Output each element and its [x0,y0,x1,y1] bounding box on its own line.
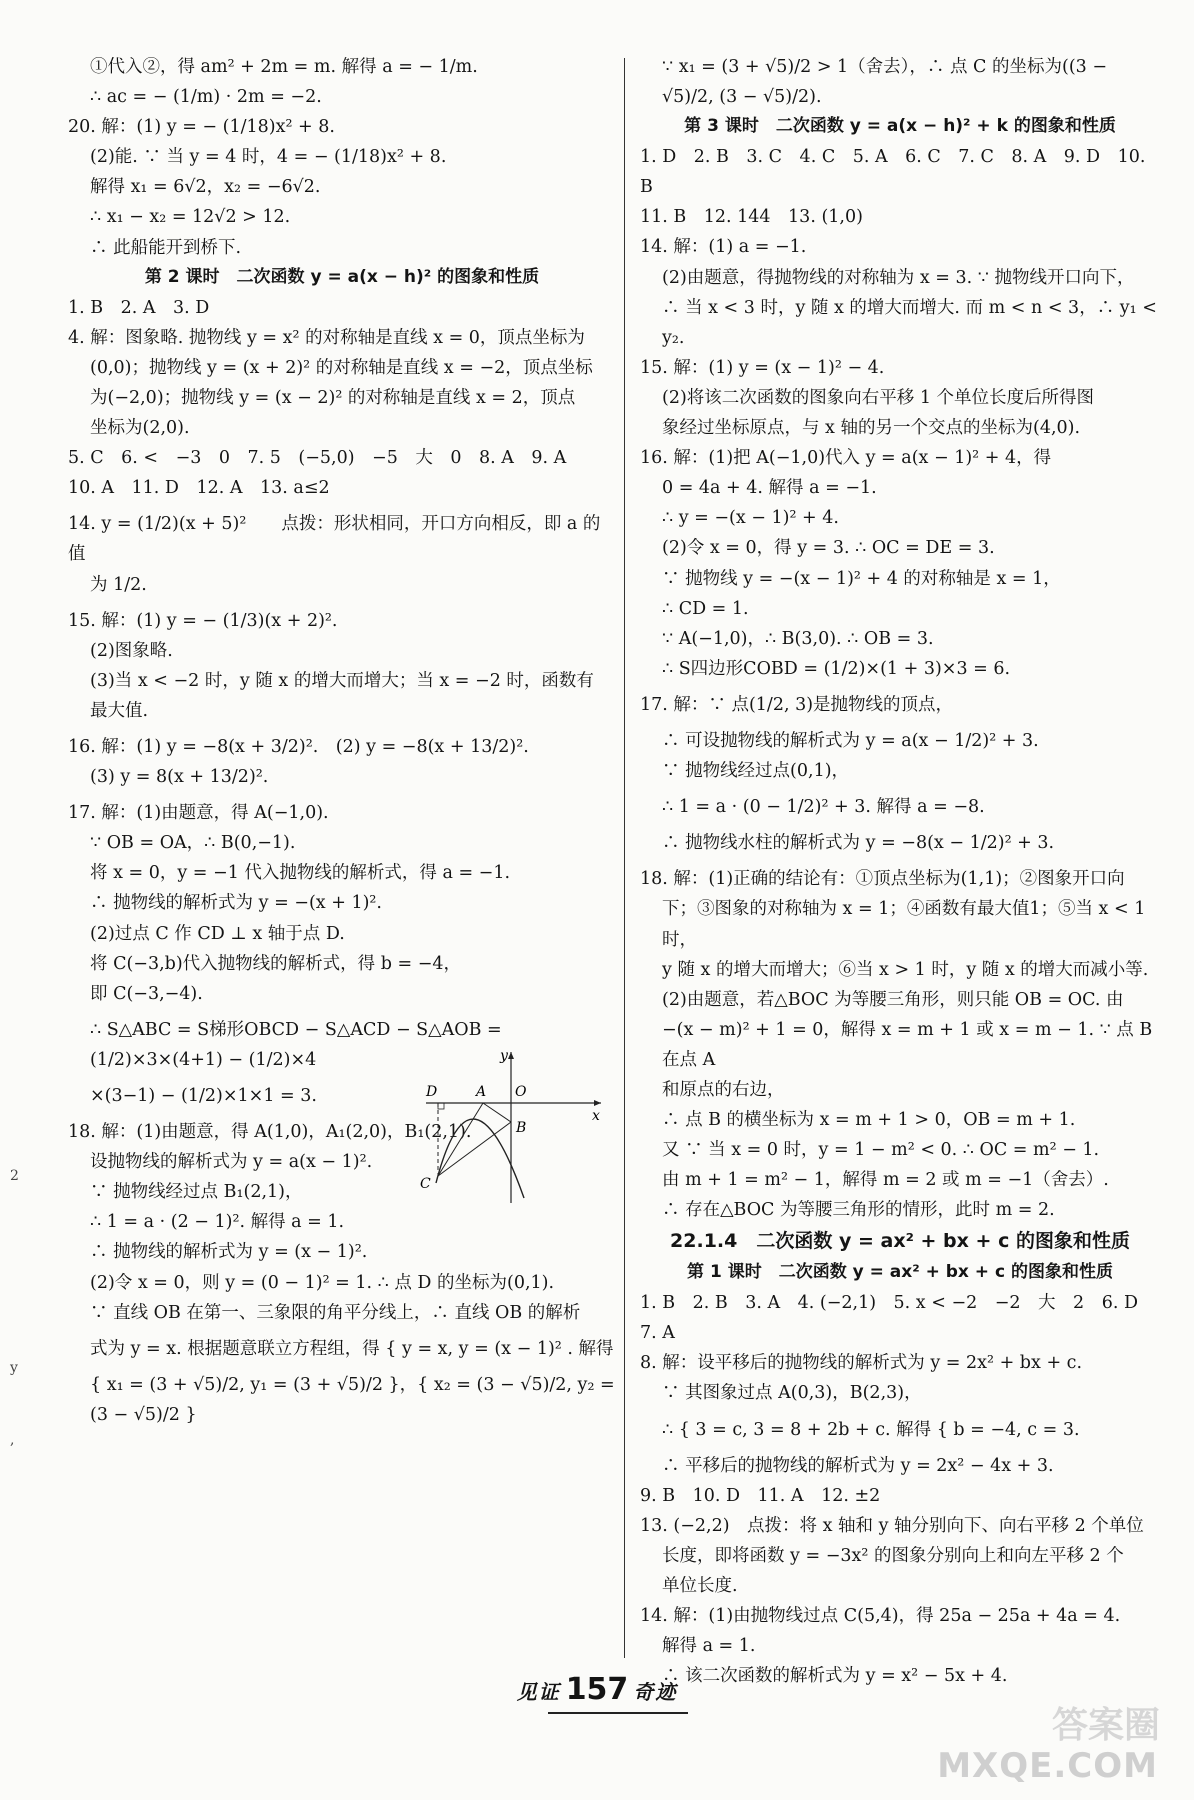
left-line: (2)过点 C 作 CD ⊥ x 轴于点 D. [90,923,345,944]
left-line: (2)令 x = 0，则 y = (0 − 1)² = 1. ∴ 点 D 的坐标为(0,1). [90,1272,555,1293]
edge-mark-3: , [10,1432,15,1448]
right-line: ∴ { 3 = c, 3 = 8 + 2b + c. 解得 { b = −4, c = 3. [662,1419,1080,1440]
parabola-figure [416,1048,606,1208]
right-line: y 随 x 的增大而增大；⑥当 x > 1 时，y 随 x 的增大而减小等. [662,959,1149,980]
right-line: 18. 解：(1)正确的结论有：①顶点坐标为(1,1)；②图象开口向 [640,869,1125,890]
left-line: { x₁ = (3 + √5)/2, y₁ = (3 + √5)/2 }，{ x₂ = (3 − √5)/2, y₂ = (3 − √5)/2 } [90,1374,621,1425]
left-line: 20. 解：(1) y = − (1/18)x² + 8. [68,117,335,138]
right-line: 0 = 4a + 4. 解得 a = −1. [662,478,877,499]
left-line: 式为 y = x. 根据题意联立方程组，得 { y = x, y = (x − 1)² . 解得 [90,1338,614,1359]
footer-rule [548,1712,688,1714]
left-line: 为(−2,0)；抛物线 y = (x − 2)² 的对称轴是直线 x = 2，顶点 [90,387,576,408]
left-line: 14. y = (1/2)(x + 5)² 点拨：形状相同，开口方向相反，即 a 的值 [68,514,601,565]
right-line: 象经过坐标原点，与 x 轴的另一个交点的坐标为(4,0). [662,418,1081,439]
right-line: 1. B 2. B 3. A 4. (−2,1) 5. x < −2 −2 大 2 6. D [640,1293,1138,1314]
right-line: 和原点的右边， [662,1080,785,1100]
right-line: ∴ 可设抛物线的解析式为 y = a(x − 1/2)² + 3. [662,730,1039,751]
right-line: 解得 a = 1. [662,1636,756,1657]
footer-brand-left: 见证 [516,1680,561,1704]
footer-brand-right: 奇迹 [633,1680,678,1704]
right-line: 7. A [640,1323,675,1344]
right-line: 13. (−2,2) 点拨：将 x 轴和 y 轴分别向下、向右平移 2 个单位 [640,1515,1144,1536]
right-line: (2)由题意，若△BOC 为等腰三角形，则只能 OB = OC. 由 [662,989,1124,1010]
right-line: 14. 解：(1) a = −1. [640,237,807,258]
right-line: ∴ 当 x < 3 时，y 随 x 的增大而增大. 而 m < n < 3，∴ y₁ < y₂. [662,297,1163,348]
left-line: (2)图象略. [90,640,173,661]
left-line: 坐标为(2,0). [90,418,190,439]
right-line: 由 m + 1 = m² − 1，解得 m = 2 或 m = −1（舍去）. [662,1170,1109,1191]
edge-mark-2: y [10,1360,18,1376]
left-line: ∴ ac = − (1/m) · 2m = −2. [90,87,322,108]
right-line: 14. 解：(1)由抛物线过点 C(5,4)，得 25a − 25a + 4a = 4. [640,1606,1121,1627]
fig-label-y: y [500,1048,508,1064]
right-line: (2)令 x = 0，得 y = 3. ∴ OC = DE = 3. [662,538,995,559]
left-line: 17. 解：(1)由题意，得 A(−1,0). [68,803,329,824]
fig-label-a: A [476,1084,487,1100]
left-line: 16. 解：(1) y = −8(x + 3/2)². (2) y = −8(x + 13/2)². [68,736,529,757]
fig-label-d: D [426,1084,438,1100]
right-line: ∴ 平移后的抛物线的解析式为 y = 2x² − 4x + 3. [662,1455,1054,1476]
left-line: ∴ x₁ − x₂ = 12√2 > 12. [90,207,291,228]
right-line: 15. 解：(1) y = (x − 1)² − 4. [640,357,885,378]
left-line: 将 x = 0，y = −1 代入抛物线的解析式，得 a = −1. [90,863,511,884]
left-line: ∴ 此船能开到桥下. [90,237,242,258]
right-line: ∵ x₁ = (3 + √5)/2 > 1（舍去），∴ 点 C 的坐标为((3 − √5)/2, (3 − √5)/2). [662,57,1113,108]
right-line: 1. D 2. B 3. C 4. C 5. A 6. C 7. C 8. A 9. D 10. B [640,147,1152,198]
left-line: (0,0)；抛物线 y = (x + 2)² 的对称轴是直线 x = −2，顶点坐标 [90,357,593,378]
right-line: 22.1.4 二次函数 y = ax² + bx + c 的图象和性质 [670,1230,1130,1253]
watermark-logo-text: 答案圈 [1051,1705,1160,1746]
right-line: 第 3 课时 二次函数 y = a(x − h)² + k 的图象和性质 [684,116,1116,137]
right-line: 17. 解：∵ 点(1/2, 3)是抛物线的顶点， [640,694,954,715]
left-line: 18. 解：(1)由题意，得 A(1,0)，A₁(2,0)，B₁(2,1). [68,1122,472,1143]
left-line: ∵ 抛物线经过点 B₁(2,1)， [90,1182,303,1203]
left-line: ∴ 抛物线的解析式为 y = −(x + 1)². [90,893,382,914]
right-column [640,52,1163,1691]
right-line: ∴ 点 B 的横坐标为 x = m + 1 > 0，OB = m + 1. [662,1110,1076,1131]
left-line: ∵ OB = OA，∴ B(0,−1). [90,833,296,854]
right-line: 下；③图象的对称轴为 x = 1；④函数有最大值1；⑤当 x < 1 时， [662,899,1151,950]
page-footer [0,1672,1194,1707]
left-line: 4. 解：图象略. 抛物线 y = x² 的对称轴是直线 x = 0，顶点坐标为 [68,327,585,348]
left-line: (3) y = 8(x + 13/2)². [90,767,269,788]
left-line: 10. A 11. D 12. A 13. a≤2 [68,478,330,499]
right-line: ∵ 其图象过点 A(0,3)，B(2,3)， [662,1383,922,1404]
left-line: ∴ S△ABC = S梯形OBCD − S△ACD − S△AOB = (1/2)×3×(4+1) − (1/2)×4 [90,1019,508,1070]
right-line: ∵ 抛物线 y = −(x − 1)² + 4 的对称轴是 x = 1， [662,568,1061,589]
left-line: (2)能. ∵ 当 y = 4 时，4 = − (1/18)x² + 8. [90,147,447,168]
right-line: ∴ 抛物线水柱的解析式为 y = −8(x − 1/2)² + 3. [662,833,1055,854]
right-line: 单位长度. [662,1575,738,1596]
right-line: (2)由题意，得抛物线的对称轴为 x = 3. ∵ 抛物线开口向下， [662,267,1135,288]
left-line: 即 C(−3,−4). [90,983,203,1004]
right-line: ∴ CD = 1. [662,598,749,619]
fig-label-x: x [592,1108,600,1124]
edge-mark-1: 2 [10,1168,19,1184]
left-line: ×(3−1) − (1/2)×1×1 = 3. [90,1086,317,1106]
left-line: 为 1/2. [90,574,147,595]
left-line: ∴ 抛物线的解析式为 y = (x − 1)². [90,1242,368,1263]
right-line: ∵ 抛物线经过点(0,1)， [662,761,850,782]
column-divider [624,58,625,1658]
left-line: ∴ 1 = a · (2 − 1)². 解得 a = 1. [90,1212,345,1233]
left-line: 将 C(−3,b)代入抛物线的解析式，得 b = −4， [90,953,462,974]
right-line: 16. 解：(1)把 A(−1,0)代入 y = a(x − 1)² + 4，得 [640,448,1052,469]
right-line: ∴ 存在△BOC 为等腰三角形的情形，此时 m = 2. [662,1200,1055,1221]
left-line: 1. B 2. A 3. D [68,297,210,318]
fig-label-c: C [420,1176,431,1192]
right-line: ∵ A(−1,0)，∴ B(3,0). ∴ OB = 3. [662,628,934,649]
left-line: 解得 x₁ = 6√2，x₂ = −6√2. [90,177,321,198]
right-line: 长度，即将函数 y = −3x² 的图象分别向上和向左平移 2 个 [662,1545,1124,1566]
left-line: 5. C 6. < −3 0 7. 5 (−5,0) −5 大 0 8. A 9. A [68,448,567,469]
left-line: 第 2 课时 二次函数 y = a(x − h)² 的图象和性质 [144,266,540,287]
right-line: (2)将该二次函数的图象向右平移 1 个单位长度后所得图 [662,387,1095,408]
left-line: ∵ 直线 OB 在第一、三象限的角平分线上，∴ 直线 OB 的解析 [90,1302,581,1323]
left-line: 设抛物线的解析式为 y = a(x − 1)². [90,1152,373,1173]
left-line: 最大值. [90,700,149,721]
fig-label-o: O [515,1084,527,1100]
fig-label-b: B [516,1120,527,1136]
left-line: (3)当 x < −2 时，y 随 x 的增大而增大；当 x = −2 时，函数有 [90,670,594,691]
watermark-url: MXQE.COM [937,1746,1158,1786]
right-line: ∴ 该二次函数的解析式为 y = x² − 5x + 4. [662,1666,1008,1687]
right-line: ∴ S四边形COBD = (1/2)×(1 + 3)×3 = 6. [662,658,1011,679]
right-line: 11. B 12. 144 13. (1,0) [640,207,863,228]
page-number: 157 [565,1672,629,1707]
right-line: ∴ y = −(x − 1)² + 4. [662,508,839,529]
left-column [68,52,621,1430]
right-line: −(x − m)² + 1 = 0，解得 x = m + 1 或 x = m − 1. ∵ 点 B 在点 A [662,1019,1158,1070]
right-line: 第 1 课时 二次函数 y = ax² + bx + c 的图象和性质 [687,1262,1113,1283]
left-line: 15. 解：(1) y = − (1/3)(x + 2)². [68,610,338,631]
right-line: ∴ 1 = a · (0 − 1/2)² + 3. 解得 a = −8. [662,797,985,818]
right-line: 8. 解：设平移后的抛物线的解析式为 y = 2x² + bx + c. [640,1353,1083,1374]
right-line: 9. B 10. D 11. A 12. ±2 [640,1485,881,1506]
left-line: ①代入②，得 am² + 2m = m. 解得 a = − 1/m. [90,57,478,77]
right-line: 又 ∵ 当 x = 0 时，y = 1 − m² < 0. ∴ OC = m² − 1. [662,1140,1100,1161]
